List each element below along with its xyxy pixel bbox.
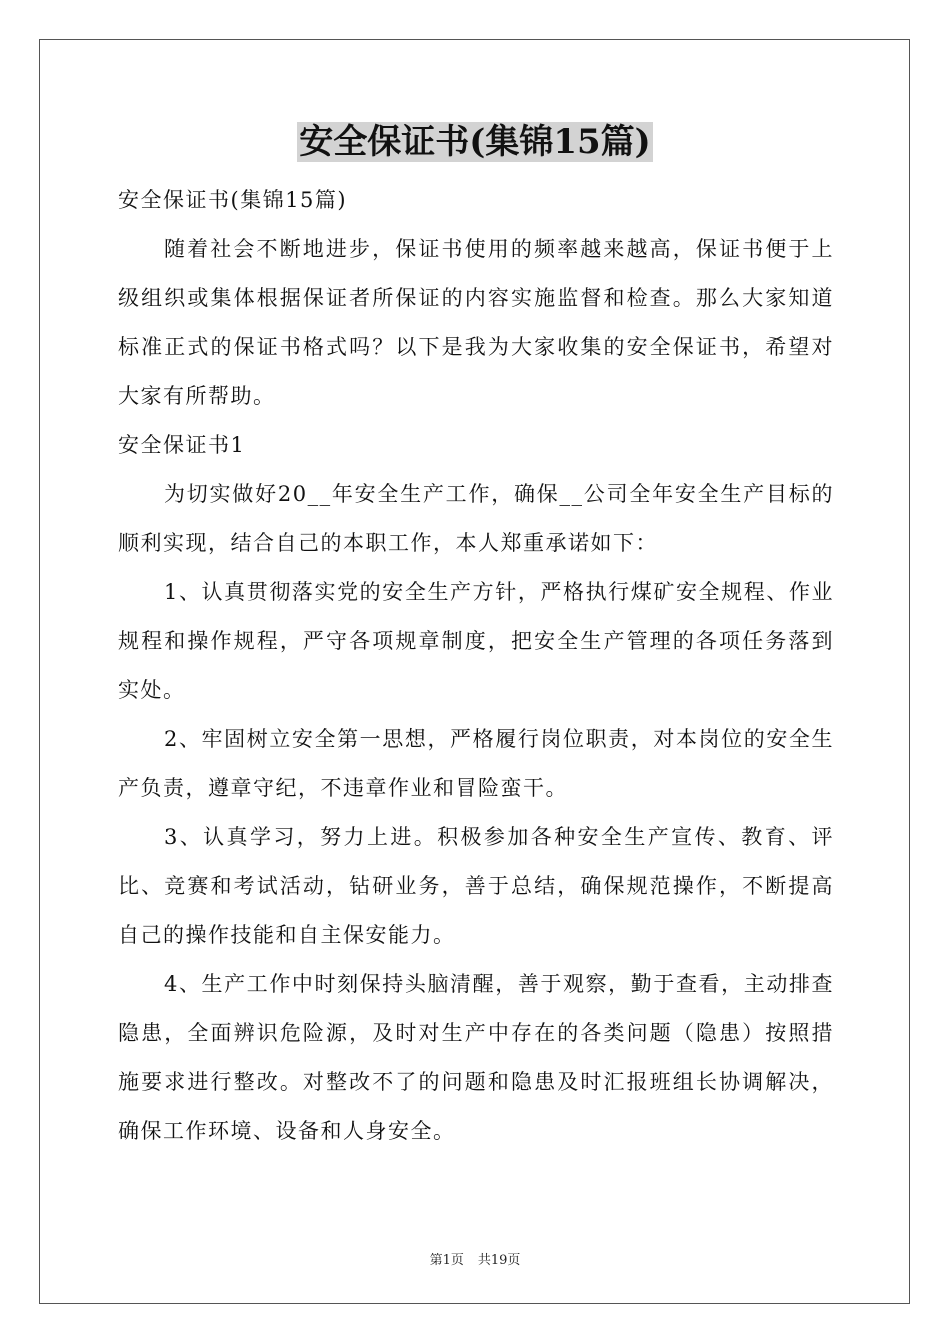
document-body [118, 176, 834, 1156]
paragraph-item-4: 4、生产工作中时刻保持头脑清醒，善于观察，勤于查看，主动排查隐患，全面辨识危险源，及时对生产中存在的各类问题（隐患）按照措施要求进行整改。对整改不了的问题和隐患及时汇报班组长协调解决，确保工作环境、设备和人身安全。 [118, 972, 834, 1143]
paragraph-subtitle: 安全保证书(集锦15篇) [118, 188, 348, 212]
page-total: 共19页 [477, 1253, 521, 1268]
paragraph-commitment-intro: 为切实做好20__年安全生产工作，确保__公司全年安全生产目标的顺利实现，结合自己的本职工作，本人郑重承诺如下： [118, 482, 834, 555]
document-title [0, 120, 950, 164]
page-number: 第1页 [429, 1253, 464, 1268]
paragraph-section-heading: 安全保证书1 [118, 433, 246, 457]
page-footer [0, 1249, 950, 1268]
document-title-text: 安全保证书(集锦15篇) [299, 122, 651, 162]
paragraph-item-2: 2、牢固树立安全第一思想，严格履行岗位职责，对本岗位的安全生产负责，遵章守纪，不违章作业和冒险蛮干。 [118, 727, 834, 800]
paragraph-item-3: 3、认真学习，努力上进。积极参加各种安全生产宣传、教育、评比、竞赛和考试活动，钻研业务，善于总结，确保规范操作，不断提高自己的操作技能和自主保安能力。 [118, 825, 834, 947]
paragraph-intro: 随着社会不断地进步，保证书使用的频率越来越高，保证书便于上级组织或集体根据保证者所保证的内容实施监督和检查。那么大家知道标准正式的保证书格式吗？以下是我为大家收集的安全保证书，希望对大家有所帮助。 [118, 237, 834, 408]
paragraph-item-1: 1、认真贯彻落实党的安全生产方针，严格执行煤矿安全规程、作业规程和操作规程，严守各项规章制度，把安全生产管理的各项任务落到实处。 [118, 580, 834, 702]
